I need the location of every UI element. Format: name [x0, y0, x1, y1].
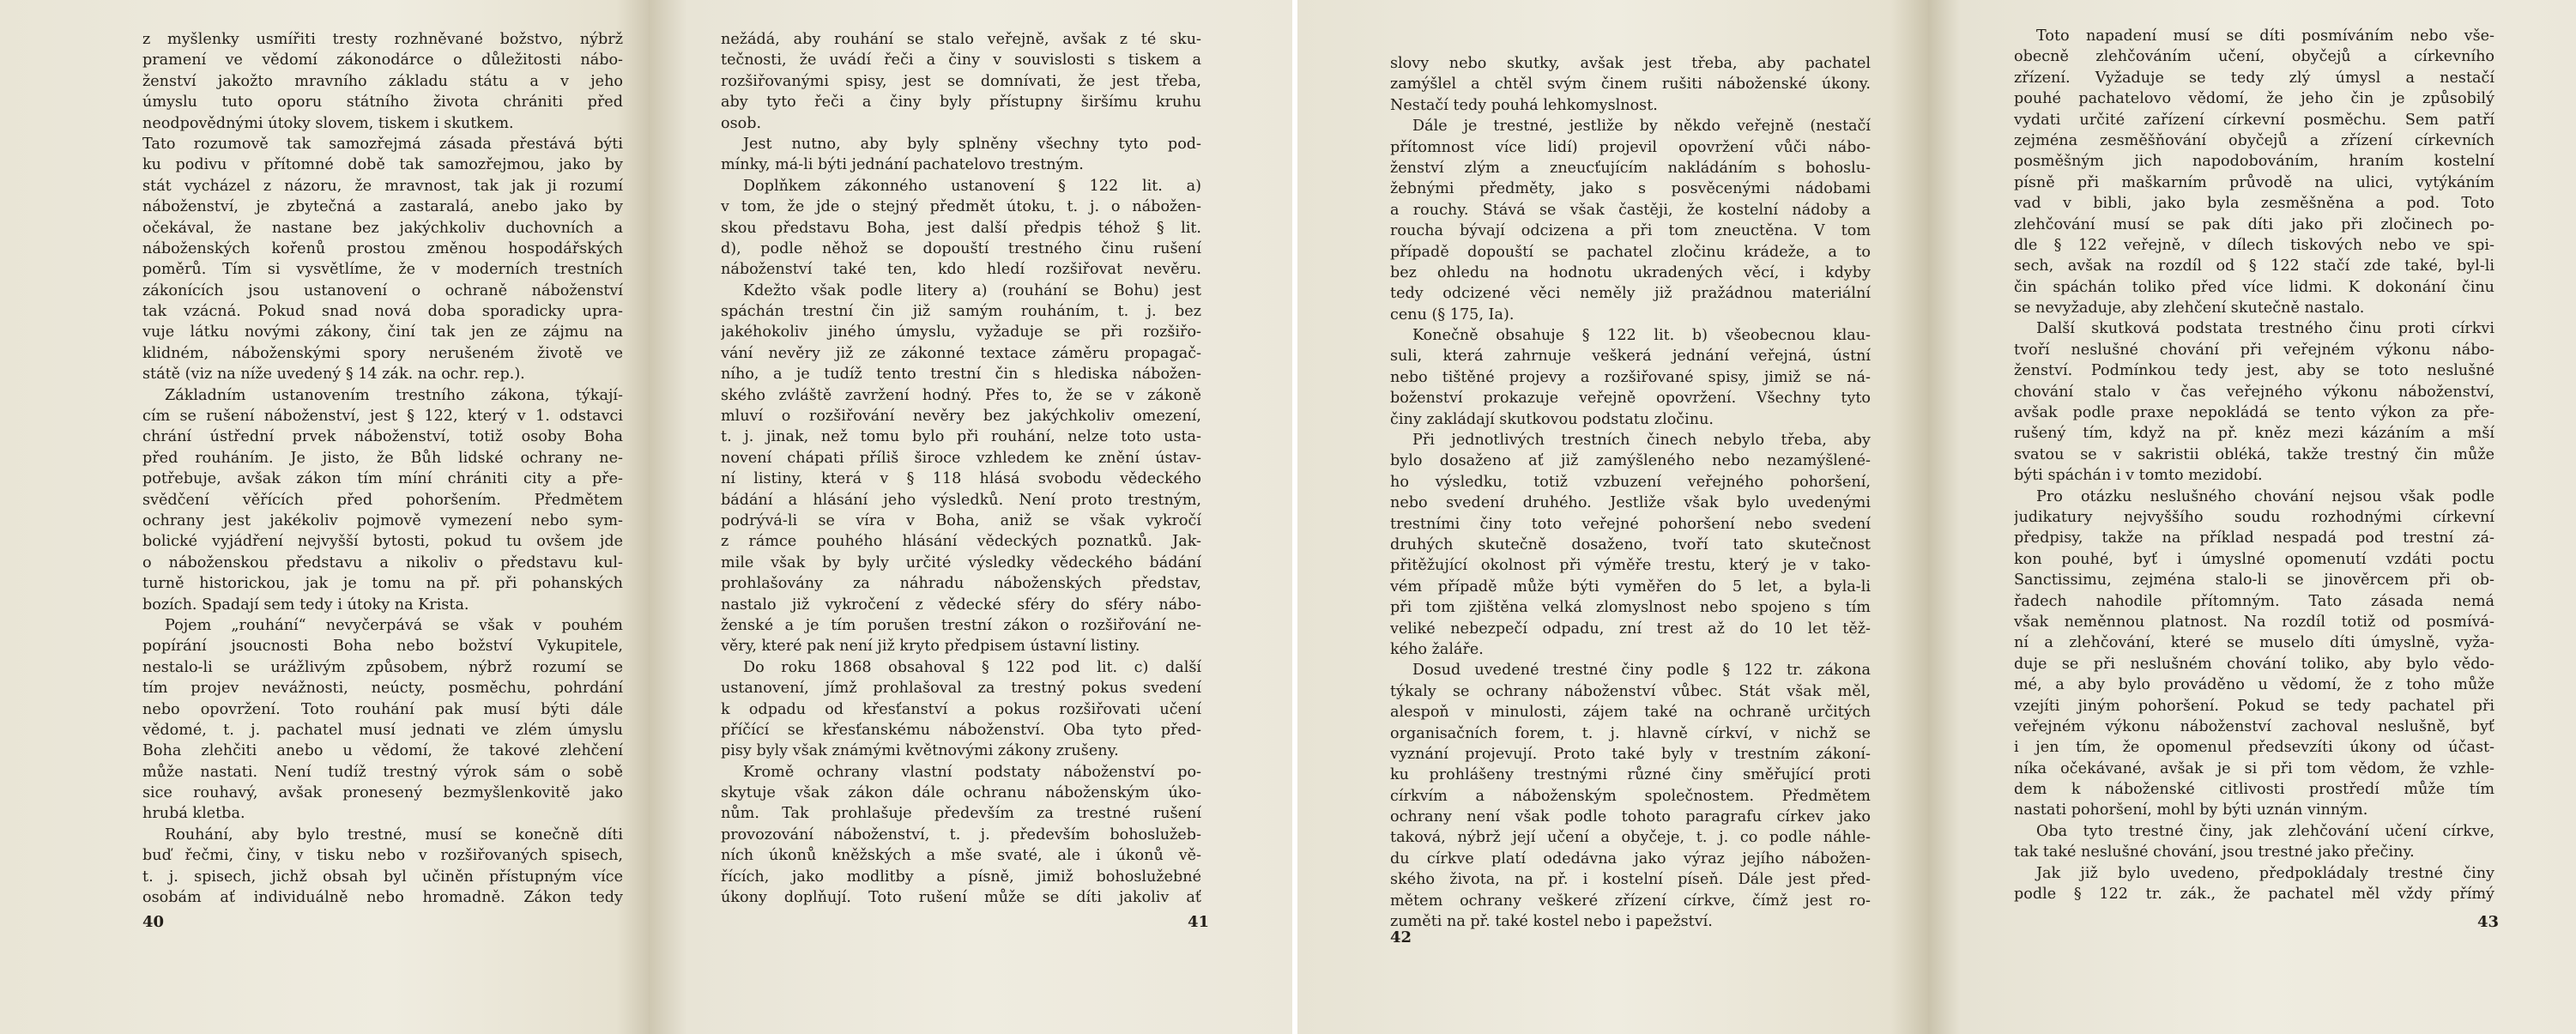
text-line: čin spáchán toliko před více lidmi. K dokonání činu	[2014, 278, 2494, 296]
text-line: kon pouhé, byť i úmyslné opomenutí vzdáti poctu	[2014, 550, 2494, 568]
text-line: bolické vyjádření nejvyšší bytosti, pokud tu ovšem jde	[142, 533, 623, 551]
text-line: boženství prokazuje veřejně opovržení. Všechny tyto	[1390, 390, 1871, 408]
text-line: příčící se křesťanskému náboženství. Oba tyto před-	[721, 721, 1201, 739]
text-line: Tato rozumově tak samozřejmá zásada přestává býti	[142, 135, 623, 153]
text-line: věry, které pak není již kryto předpisem ústavní listiny.	[721, 638, 1140, 656]
text-line: t. j. spisech, jichž obsah byl učiněn přístupným více	[142, 868, 623, 886]
text-line: však neměnnou platnost. Na rozdíl totiž od posmívá-	[2014, 613, 2494, 631]
book-page-40	[0, 0, 649, 1034]
text-line: žebnými předměty, jako s posvěcenými nádobami	[1390, 180, 1871, 198]
text-line: řadech nahodile přítomným. Tato zásada nemá	[2014, 592, 2494, 610]
text-line: ženství zlým a zneucťujícím nakládáním s bohoslu-	[1390, 159, 1871, 177]
text-line: klidném, náboženskými spory nerušeném životě ve	[142, 344, 623, 362]
text-line: spáchán trestní čin již samým rouháním, t. j. bez	[721, 303, 1201, 321]
text-line: z myšlenky usmířiti tresty rozhněvané božstvo, nýbrž	[142, 31, 623, 48]
text-line: ku prohlášeny trestnými různé činy směřující proti	[1390, 766, 1871, 784]
text-line: očekával, že nastane bez jakýchkoliv duchovních a	[142, 219, 623, 237]
text-line: osob.	[721, 114, 762, 132]
text-line: skou představu Boha, jest další předpis téhož § lit.	[721, 219, 1201, 237]
page-number: 43	[2477, 913, 2500, 931]
text-line: provozování náboženství, t. j. především bohoslužeb-	[721, 825, 1201, 844]
text-line: poměrů. Tím si vysvětlíme, že v moderních trestních	[142, 261, 623, 279]
text-line: ustanovení, jímž prohlašoval za trestný pokus svedení	[721, 680, 1201, 698]
text-line: přítomnost více lidí) projevil opovržení vůči nábo-	[1390, 138, 1871, 156]
page-text	[142, 29, 623, 908]
text-line: duje se při neslušném chování toliko, aby bylo vědo-	[2014, 655, 2494, 673]
text-line: Pro otázku neslušného chování nejsou však podle	[2036, 487, 2494, 505]
text-line: tak vzácná. Pokud snad nová doba sporadicky upra-	[142, 303, 623, 321]
text-line: vydati určité zařízení církevní posměchu. Sem patří	[2014, 111, 2494, 129]
page-number: 41	[1188, 913, 1210, 931]
text-line: pisy byly však známými květnovými zákony zrušeny.	[721, 742, 1119, 760]
text-line: nebo svedení druhého. Jestliže však bylo uvedenými	[1390, 494, 1871, 512]
text-line: nežádá, aby rouhání se stalo veřejně, avšak z té sku-	[721, 31, 1201, 48]
text-line: d), podle něhož se dopouští trestného činu rušení	[721, 239, 1201, 257]
text-line: ženství jakožto mravního základu státu a v jeho	[142, 72, 623, 90]
text-line: dem k náboženské citlivosti prostředí může tím	[2014, 781, 2494, 799]
text-line: mínky, má-li býti jednání pachatelovo trestným.	[721, 156, 1084, 174]
text-line: tím projev nevážnosti, neúcty, posměchu, pohrdání	[142, 680, 623, 698]
text-line: bez ohledu na hodnotu ukradených věcí, i kdyby	[1390, 263, 1871, 281]
text-line: Sanctissimu, zejména stalo-li se jinověrcem při ob-	[2014, 571, 2494, 590]
page-text	[721, 29, 1201, 908]
page-text	[2014, 26, 2494, 904]
text-line: pouhé pachatelovo vědomí, že jeho čin je způsobilý	[2014, 90, 2494, 108]
text-line: nastalo již vykročení z vědecké sféry do sféry nábo-	[721, 596, 1201, 614]
text-line: Boha zlehčiti anebo u vědomí, že takové zlehčení	[142, 742, 623, 760]
text-line: vuje látku novými zákony, činí tak jen ze zájmu na	[142, 324, 623, 342]
text-line: dle § 122 veřejně, v dílech tiskových nebo ve spi-	[2014, 236, 2494, 254]
text-line: zamýšlel a chtěl svým činem rušiti náboženské úkony.	[1390, 76, 1871, 94]
text-line: Základním ustanovením trestního zákona, týkají-	[165, 386, 623, 404]
text-line: přitěžující okolnost při výměře trestu, který je v tako-	[1390, 557, 1871, 575]
text-line: turně historickou, jak je tomu na př. při pohanských	[142, 575, 623, 593]
text-line: du církve platí odedávna jako výraz jejího nábožen-	[1390, 850, 1871, 868]
book-page-41	[649, 0, 1292, 1034]
text-line: Kdežto však podle litery a) (rouhání se Bohu) jest	[743, 281, 1201, 299]
text-line: sech, avšak na rozdíl od § 122 stačí zde také, byl-li	[2014, 257, 2494, 275]
text-line: zřízení. Vyžaduje se tedy zlý úmysl a nestačí	[2014, 69, 2494, 87]
text-line: neodpovědnými útoky slovem, tiskem i skutkem.	[142, 114, 514, 132]
text-line: tedy odcizené věci neměly již pražádnou materiální	[1390, 285, 1871, 303]
text-line: při tom zjištěna velká zlomyslnost nebo spojeno s tím	[1390, 599, 1871, 617]
text-line: cím se rušení náboženství, jest § 122, který v 1. odstavci	[142, 408, 623, 426]
book-page-42	[1297, 0, 1928, 1034]
text-line: nestalo-li se urážlivým způsobem, nýbrž rozumí se	[142, 658, 623, 676]
text-line: státě (viz na níže uvedený § 14 zák. na ochr. rep.).	[142, 366, 525, 384]
page-text	[1390, 53, 1871, 932]
text-line: cenu (§ 175, Ia).	[1390, 305, 1515, 324]
text-line: chrání ústřední prvek náboženství, totiž osoby Boha	[142, 428, 623, 446]
text-line: alespoň v minulosti, zájem také na ochraně určitých	[1390, 704, 1871, 722]
text-line: se nevyžaduje, aby zlehčení skutečně nastalo.	[2014, 299, 2365, 317]
text-line: případě dopouští se pachatel zločinu krádeže, a to	[1390, 243, 1871, 261]
text-line: tvoří neslušné chování při veřejném výkonu nábo-	[2014, 341, 2494, 359]
text-line: Do roku 1868 obsahoval § 122 pod lit. c) další	[743, 658, 1201, 676]
text-line: ženské a je tím porušen trestní zákon o rozšiřování ne-	[721, 616, 1201, 634]
text-line: ochrany není však podle tohoto paragrafu církev jako	[1390, 808, 1871, 826]
text-line: chování stalo v čas veřejného výkonu náboženství,	[2014, 383, 2494, 401]
text-line: pramení ve vědomí zákonodárce o důležitosti nábo-	[142, 51, 623, 70]
text-line: mile však by byly určité výsledky vědeckého bádání	[721, 553, 1201, 571]
text-line: rušený tím, když na př. kněz mezi kázáním a mší	[2014, 425, 2494, 443]
text-line: avšak podle praxe nepokládá se tento výkon za pře-	[2014, 404, 2494, 422]
text-line: organisačních forem, t. j. hlavně církví, v nichž se	[1390, 724, 1871, 742]
text-line: náboženských kořenů prostou změnou hospodářských	[142, 239, 623, 257]
text-line: t. j. jinak, než tomu bylo při rouhání, nelze toto usta-	[721, 428, 1201, 446]
text-line: úkony doplňují. Toto rušení může se díti jakoliv ať	[721, 889, 1201, 907]
text-line: judikatury nejvyššího soudu rozhodnými církevní	[2014, 508, 2494, 526]
text-line: před rouháním. Je jisto, že Bůh lidské ochrany ne-	[142, 449, 623, 467]
text-line: druhých skutečně dosaženo, tvoří tato skutečnost	[1390, 535, 1871, 553]
text-line: řících, jako modlitby a písně, jimiž bohoslužebné	[721, 868, 1201, 886]
text-line: týkaly se ochrany náboženství vůbec. Stát však měl,	[1390, 682, 1871, 700]
text-line: ženství. Podmínkou tedy jest, aby se toto neslušné	[2014, 362, 2494, 380]
text-line: činy zakládají skutkovou podstatu zločinu.	[1390, 410, 1714, 428]
text-line: býti spáchán i v tomto mezidobí.	[2014, 467, 2263, 485]
text-line: vém případě může býti vyměřen do 5 let, a byla-li	[1390, 577, 1871, 596]
text-line: nastati pohoršení, mohl by býti uznán vinným.	[2014, 801, 2368, 819]
text-line: rozšiřovanými spisy, jest se domnívati, že jest třeba,	[721, 72, 1201, 90]
text-line: novení chápati příliš široce vzhledem ke znění ústav-	[721, 449, 1201, 467]
text-line: ochrany jest jakékoliv pojmově vymezení nebo sym-	[142, 511, 623, 529]
text-line: sice rouhavý, avšak pronesený bezmyšlenkovitě jako	[142, 784, 623, 802]
text-line: Doplňkem zákonného ustanovení § 122 lit. a)	[743, 177, 1201, 195]
text-line: a rouchy. Stává se však častěji, že kostelní nádoby a	[1390, 201, 1871, 219]
text-line: Rouhání, aby bylo trestné, musí se konečně díti	[165, 825, 623, 844]
text-line: vědomé, t. j. pachatel musí jednati ve zlém úmyslu	[142, 721, 623, 739]
text-line: suli, která zahrnuje veškerá jednání veřejná, ústní	[1390, 348, 1871, 366]
text-line: náboženství také ten, kdo hledí rozšiřovat nevěru.	[721, 261, 1201, 279]
text-line: mé, a aby bylo prováděno u vědomí, že z toho může	[2014, 676, 2494, 694]
text-line: jakéhokoliv jiného úmyslu, vyžaduje se při rozšiřo-	[721, 324, 1201, 342]
text-line: Konečně obsahuje § 122 lit. b) všeobecnou klau-	[1412, 327, 1871, 345]
text-line: posměšným jich napodobováním, hraním kostelní	[2014, 153, 2494, 171]
text-line: Dosud uvedené trestné činy podle § 122 tr. zákona	[1412, 662, 1871, 680]
text-line: tečnosti, že uvádí řeči a činy v souvislosti s tiskem a	[721, 51, 1201, 70]
text-line: níka očekávané, avšak je si při tom vědom, že vzhle-	[2014, 759, 2494, 777]
text-line: úmyslu tuto oporu státního života chrániti před	[142, 94, 623, 112]
text-line: podle § 122 tr. zák., že pachatel měl vždy přímý	[2014, 886, 2494, 904]
text-line: buď řečmi, činy, v tisku nebo v rozšiřovaných spisech,	[142, 847, 623, 865]
text-line: ku podivu v přítomné době tak samozřejmou, jako by	[142, 156, 623, 174]
text-line: nům. Tak prohlašuje především za trestné rušení	[721, 805, 1201, 823]
text-line: vání nevěry již ze zákonné textace záměru propagač-	[721, 344, 1201, 362]
text-line: Oba tyto trestné činy, jak zlehčování učení církve,	[2036, 822, 2494, 840]
text-line: popírání jsoucnosti Boha nebo božství Vykupitele,	[142, 638, 623, 656]
text-line: prohlašovány za náhradu náboženských představ,	[721, 575, 1201, 593]
text-line: ní listiny, která v § 118 hlásá svobodu vědeckého	[721, 470, 1201, 488]
book-spread-right	[1297, 0, 2576, 1034]
text-line: bádání a hlásání jeho výsledků. Není proto trestným,	[721, 491, 1201, 509]
text-line: náboženství, je zbytečná a zastaralá, anebo jako by	[142, 198, 623, 216]
text-line: vad v bibli, jako byla zesměšněna a pod. Toto	[2014, 195, 2494, 213]
text-line: hrubá kletba.	[142, 805, 245, 823]
text-line: Nestačí tedy pouhá lehkomyslnost.	[1390, 96, 1658, 114]
text-line: nebo opovržení. Toto rouhání pak musí býti dále	[142, 700, 623, 718]
text-line: podrývá-li se víra v Boha, aniž se však vykročí	[721, 511, 1201, 529]
text-line: Další skutková podstata trestného činu proti církvi	[2036, 320, 2494, 338]
text-line: ních úkonů kněžských a mše svaté, ale i úkonů vě-	[721, 847, 1201, 865]
text-line: veliké nebezpečí odpadu, zní trest až do 10 let těž-	[1390, 620, 1871, 638]
text-line: ského života, na př. i kostelní píseň. Dále jest před-	[1390, 871, 1871, 889]
text-line: Toto napadení musí se díti posmíváním nebo vše-	[2036, 27, 2494, 45]
text-line: Při jednotlivých trestních činech nebylo třeba, aby	[1412, 432, 1871, 450]
text-line: písně při maškarním průvodě na ulici, vytýkáním	[2014, 173, 2494, 191]
text-line: Kromě ochrany vlastní podstaty náboženství po-	[743, 763, 1201, 781]
text-line: roucha bývají odcizena a při tom zneuctěna. V tom	[1390, 222, 1871, 240]
text-line: předpisy, takže na příklad nespadá pod trestní zá-	[2014, 529, 2494, 547]
text-line: i jen tím, že opomenul předsevzíti úkony od účast-	[2014, 739, 2494, 757]
text-line: zlehčování musí se pak díti jako při zločinech po-	[2014, 215, 2494, 233]
text-line: církvím a náboženským společnostem. Předmětem	[1390, 787, 1871, 805]
text-line: obecně zlehčováním učení, obyčejů a církevního	[2014, 48, 2494, 66]
text-line: trestními činy toto veřejné pohoršení nebo svedení	[1390, 515, 1871, 533]
text-line: kého žaláře.	[1390, 640, 1484, 658]
text-line: vyznání projevují. Proto také byly v trestním zákoní-	[1390, 745, 1871, 763]
text-line: slovy nebo skutky, avšak jest třeba, aby pachatel	[1390, 55, 1871, 72]
text-line: svědčení věřících před pohoršením. Předmětem	[142, 491, 623, 509]
text-line: bylo dosaženo ať již zamýšleného nebo nezamýšlené-	[1390, 452, 1871, 470]
text-line: zuměti na př. také kostel nebo i papežství.	[1390, 913, 1713, 931]
text-line: bozích. Spadají sem tedy i útoky na Krista.	[142, 596, 469, 614]
text-line: ní a zlehčování, které se muselo díti úmyslně, vyža-	[2014, 634, 2494, 652]
text-line: o náboženskou představu a nikoliv o představu kul-	[142, 553, 623, 571]
text-line: svatou se v sakristii obléká, takže trestný čin může	[2014, 445, 2494, 463]
text-line: Jest nutno, aby byly splněny všechny tyto pod-	[743, 135, 1201, 153]
text-line: nebo tištěné projevy a rozšiřované spisy, jimiž se ná-	[1390, 368, 1871, 386]
text-line: ního, a je tudíž tento trestní čin s hlediska nábožen-	[721, 366, 1201, 384]
text-line: veřejném výkonu náboženství zachoval neslušně, byť	[2014, 717, 2494, 735]
text-line: taková, nýbrž její učení a obyčeje, t. j. co podle náhle-	[1390, 829, 1871, 847]
text-line: ského zvláště zavržení hodný. Přes to, že se v zákoně	[721, 386, 1201, 404]
text-line: ho výsledku, totiž vzbuzení veřejného pohoršení,	[1390, 473, 1871, 491]
text-line: skytuje však zákon dále ochranu náboženským úko-	[721, 784, 1201, 802]
book-page-43	[1928, 0, 2576, 1034]
text-line: mluví o rozšiřování nevěry bez jakýchkoliv omezení,	[721, 408, 1201, 426]
text-line: v tom, že jde o stejný předmět útoku, t. j. o nábožen-	[721, 198, 1201, 216]
text-line: stát vycházel z názoru, že mravnost, tak jak ji rozumí	[142, 177, 623, 195]
page-number: 40	[142, 913, 165, 931]
page-number: 42	[1390, 928, 1412, 946]
text-line: Dále je trestné, jestliže by někdo veřejně (nestačí	[1412, 118, 1871, 136]
text-line: zejména zesměšňování obyčejů a zřízení církevních	[2014, 131, 2494, 149]
text-line: Pojem „rouhání“ nevyčerpává se však v pouhém	[165, 616, 623, 634]
text-line: zákonících jsou ustanovení o ochraně náboženství	[142, 281, 623, 299]
text-line: osobám ať individuálně nebo hromadně. Zákon tedy	[142, 889, 623, 907]
text-line: může nastati. Není tudíž trestný výrok sám o sobě	[142, 763, 623, 781]
text-line: mětem ochrany veškeré zřízení církve, čímž jest ro-	[1390, 892, 1871, 910]
text-line: z rámce pouhého hlásání vědeckých poznatků. Jak-	[721, 533, 1201, 551]
text-line: potřebuje, avšak zákon tím míní chrániti city a pře-	[142, 470, 623, 488]
text-line: aby tyto řeči a činy byly přístupny širšímu kruhu	[721, 94, 1201, 112]
text-line: k odpadu od křesťanství a pokus rozšiřovati učení	[721, 700, 1201, 718]
text-line: tak také neslušné chování, jsou trestné jako přečiny.	[2014, 844, 2415, 862]
text-line: Jak již bylo uvedeno, předpokládaly trestné činy	[2036, 864, 2494, 882]
text-line: vzejíti jiným pohoršení. Pokud se tedy pachatel při	[2014, 697, 2494, 715]
